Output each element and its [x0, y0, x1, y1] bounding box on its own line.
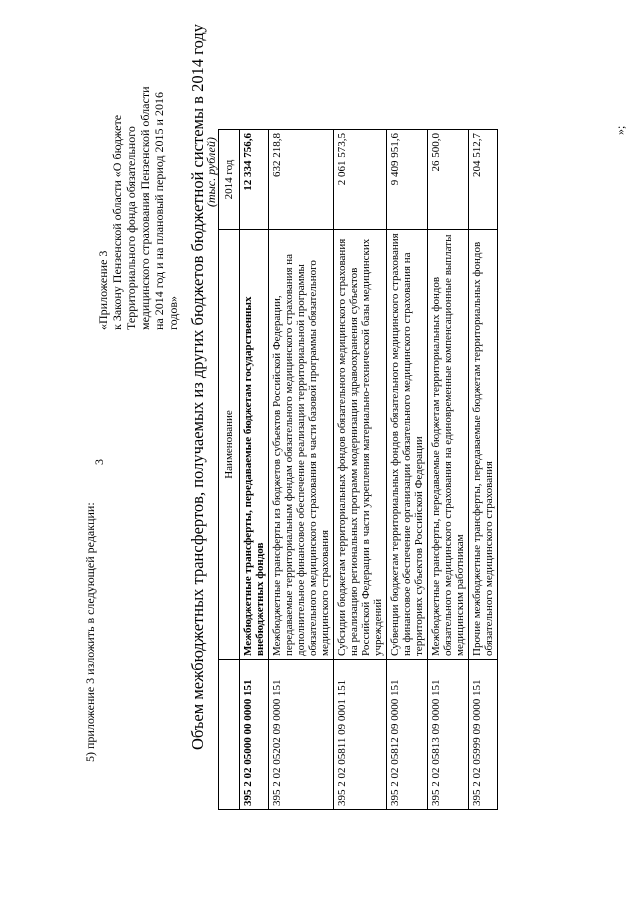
- row-name: Межбюджетные трансферты из бюджетов субъектов Российской Федерации, передаваемые территориальным фондам обязательного медицинского страхования на дополнительное финансовое обеспечение реализации территориальной программы обязательного медицинского страхования в части базовой программы обязательного медицинского страхования: [269, 230, 334, 660]
- row-code: 395 2 02 05811 09 0001 151: [334, 660, 387, 810]
- row-code: 395 2 02 05000 00 0000 151: [240, 660, 269, 810]
- row-name: Субсидии бюджетам территориальных фондов обязательного медицинского страхования на реализацию региональных программ модернизации здравоохранения субъектов Российской Федерации в части укрепления материально-технической базы медицинских учреждений: [334, 230, 387, 660]
- row-name: Межбюджетные трансферты, передаваемые бюджетам территориальных фондов обязательного медицинского страхования на единовременные компенсационные выплаты медицинским работникам: [428, 230, 469, 660]
- table-row: [428, 130, 469, 810]
- page-number: 3: [92, 459, 106, 465]
- row-amount: 9 409 951,6: [387, 130, 428, 230]
- transfers-table: [218, 129, 498, 810]
- appendix-title: «Приложение 3: [96, 250, 110, 330]
- row-amount: 632 218,8: [269, 130, 334, 230]
- row-name: Субвенции бюджетам территориальных фондов обязательного медицинского страхования на финансовое обеспечение организации обязательного медицинского страхования на территориях субъектов Российской Федерации: [387, 230, 428, 660]
- table-row: [469, 130, 498, 810]
- row-code: 395 2 02 05999 09 0000 151: [469, 660, 498, 810]
- row-code: 395 2 02 05202 09 0000 151: [269, 660, 334, 810]
- row-amount: 12 334 756,6: [240, 130, 269, 230]
- row-amount: 26 500,0: [428, 130, 469, 230]
- table-row: [269, 130, 334, 810]
- header-name: Наименование: [219, 230, 240, 660]
- table-row: [240, 130, 269, 810]
- table-header-row: [219, 130, 240, 810]
- table-row: [334, 130, 387, 810]
- intro-line: 5) приложение 3 изложить в следующей редакции:: [83, 502, 97, 762]
- header-amount: 2014 год: [219, 130, 240, 230]
- row-code: 395 2 02 05813 09 0000 151: [428, 660, 469, 810]
- row-code: 395 2 02 05812 09 0000 151: [387, 660, 428, 810]
- table-row: [387, 130, 428, 810]
- row-amount: 204 512,7: [469, 130, 498, 230]
- row-name: Межбюджетные трансферты, передаваемые бюджетам государственных внебюджетных фондов: [240, 230, 269, 660]
- table-title: Объем межбюджетных трансфертов, получаемых из других бюджетов бюджетной системы в 2014 году: [188, 24, 207, 750]
- units-label: (тыс. рублей): [204, 137, 218, 207]
- header-code: [219, 660, 240, 810]
- closing-quote: »;: [613, 125, 627, 135]
- row-amount: 2 061 573,5: [334, 130, 387, 230]
- row-name: Прочие межбюджетные трансферты, передаваемые бюджетам территориальных фондов обязательного медицинского страхования: [469, 230, 498, 660]
- appendix-body: к Закону Пензенской области «О бюджете Территориального фонда обязательного медицинского страхования Пензенской области на 2014 год и на плановый период 2015 и 2016 годов»: [110, 86, 180, 330]
